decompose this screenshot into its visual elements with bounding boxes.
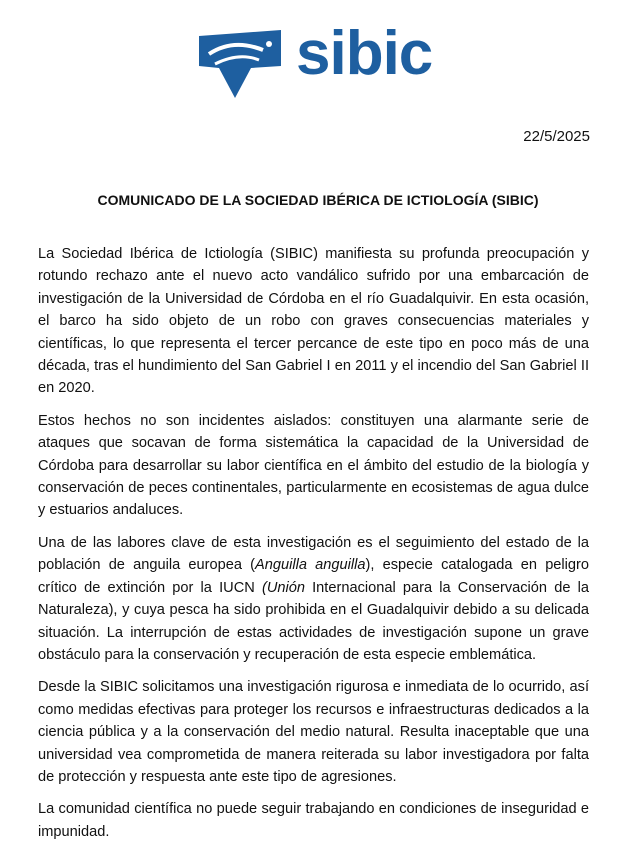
paragraph-4: Desde la SIBIC solicitamos una investigación rigurosa e inmediata de lo ocurrido, así como medidas efectivas para proteger los recursos e infraestructuras dedicados a la ciencia pública y a la conservación del medio natural. Resulta inaceptable que una universidad vea comprometida de manera reiterada su labor investigadora por falta de protección y respuesta ante este tipo de agresiones. (38, 679, 589, 785)
species-name: Anguilla anguilla (255, 557, 366, 574)
document-body (38, 243, 589, 853)
fish-icon (193, 22, 293, 98)
iucn-union: (Unión (261, 579, 305, 596)
paragraph-3-part-a: Una de las labores clave de esta investigación es el seguimiento del estado de la población de anguila europea ( (38, 534, 589, 574)
paragraph-3 (38, 532, 589, 666)
paragraph-1: La Sociedad Ibérica de Ictiología (SIBIC) manifiesta su profunda preocupación y rotundo rechazo ante el nuevo acto vandálico sufrido por una embarcación de investigación de la Universidad de Córdoba en el río Guadalquivir. En esta ocasión, el barco ha sido objeto de un robo con graves consecuencias materiales y científicas, lo que representa el tercer percance de este tipo en poco más de una década, tras el hundimiento del San Gabriel I en 2011 y el incendio del San Gabriel II en 2020. (38, 246, 589, 397)
paragraph-3-part-e: Internacional para la Conservación de la Naturaleza), y cuya pesca ha sido prohibida en el Guadalquivir debido a su delicada situación. La interrupción de estas actividades de investigación supone un grave obstáculo para la conservación y recuperación de esta especie emblemática. (38, 579, 589, 663)
document-title: COMUNICADO DE LA SOCIEDAD IBÉRICA DE ICTIOLOGÍA (SIBIC) (97, 192, 539, 208)
sibic-logo (0, 0, 636, 110)
paragraph-2: Estos hechos no son incidentes aislados: constituyen una alarmante serie de ataques que socavan de forma sistemática la capacidad de la Universidad de Córdoba para desarrollar su labor científica en el ámbito del estudio de la biología y conservación de peces continentales, particularmente en ecosistemas de agua dulce y estuarios andaluces. (38, 412, 589, 519)
document-date: 22/5/2025 (523, 128, 590, 145)
logo-text: sibic (296, 19, 433, 88)
paragraph-3-part-c: ), especie catalogada en peligro crítico de extinción por la IUCN (38, 557, 590, 596)
paragraph-5: La comunidad científica no puede seguir trabajando en condiciones de inseguridad e impunidad. (38, 801, 589, 840)
